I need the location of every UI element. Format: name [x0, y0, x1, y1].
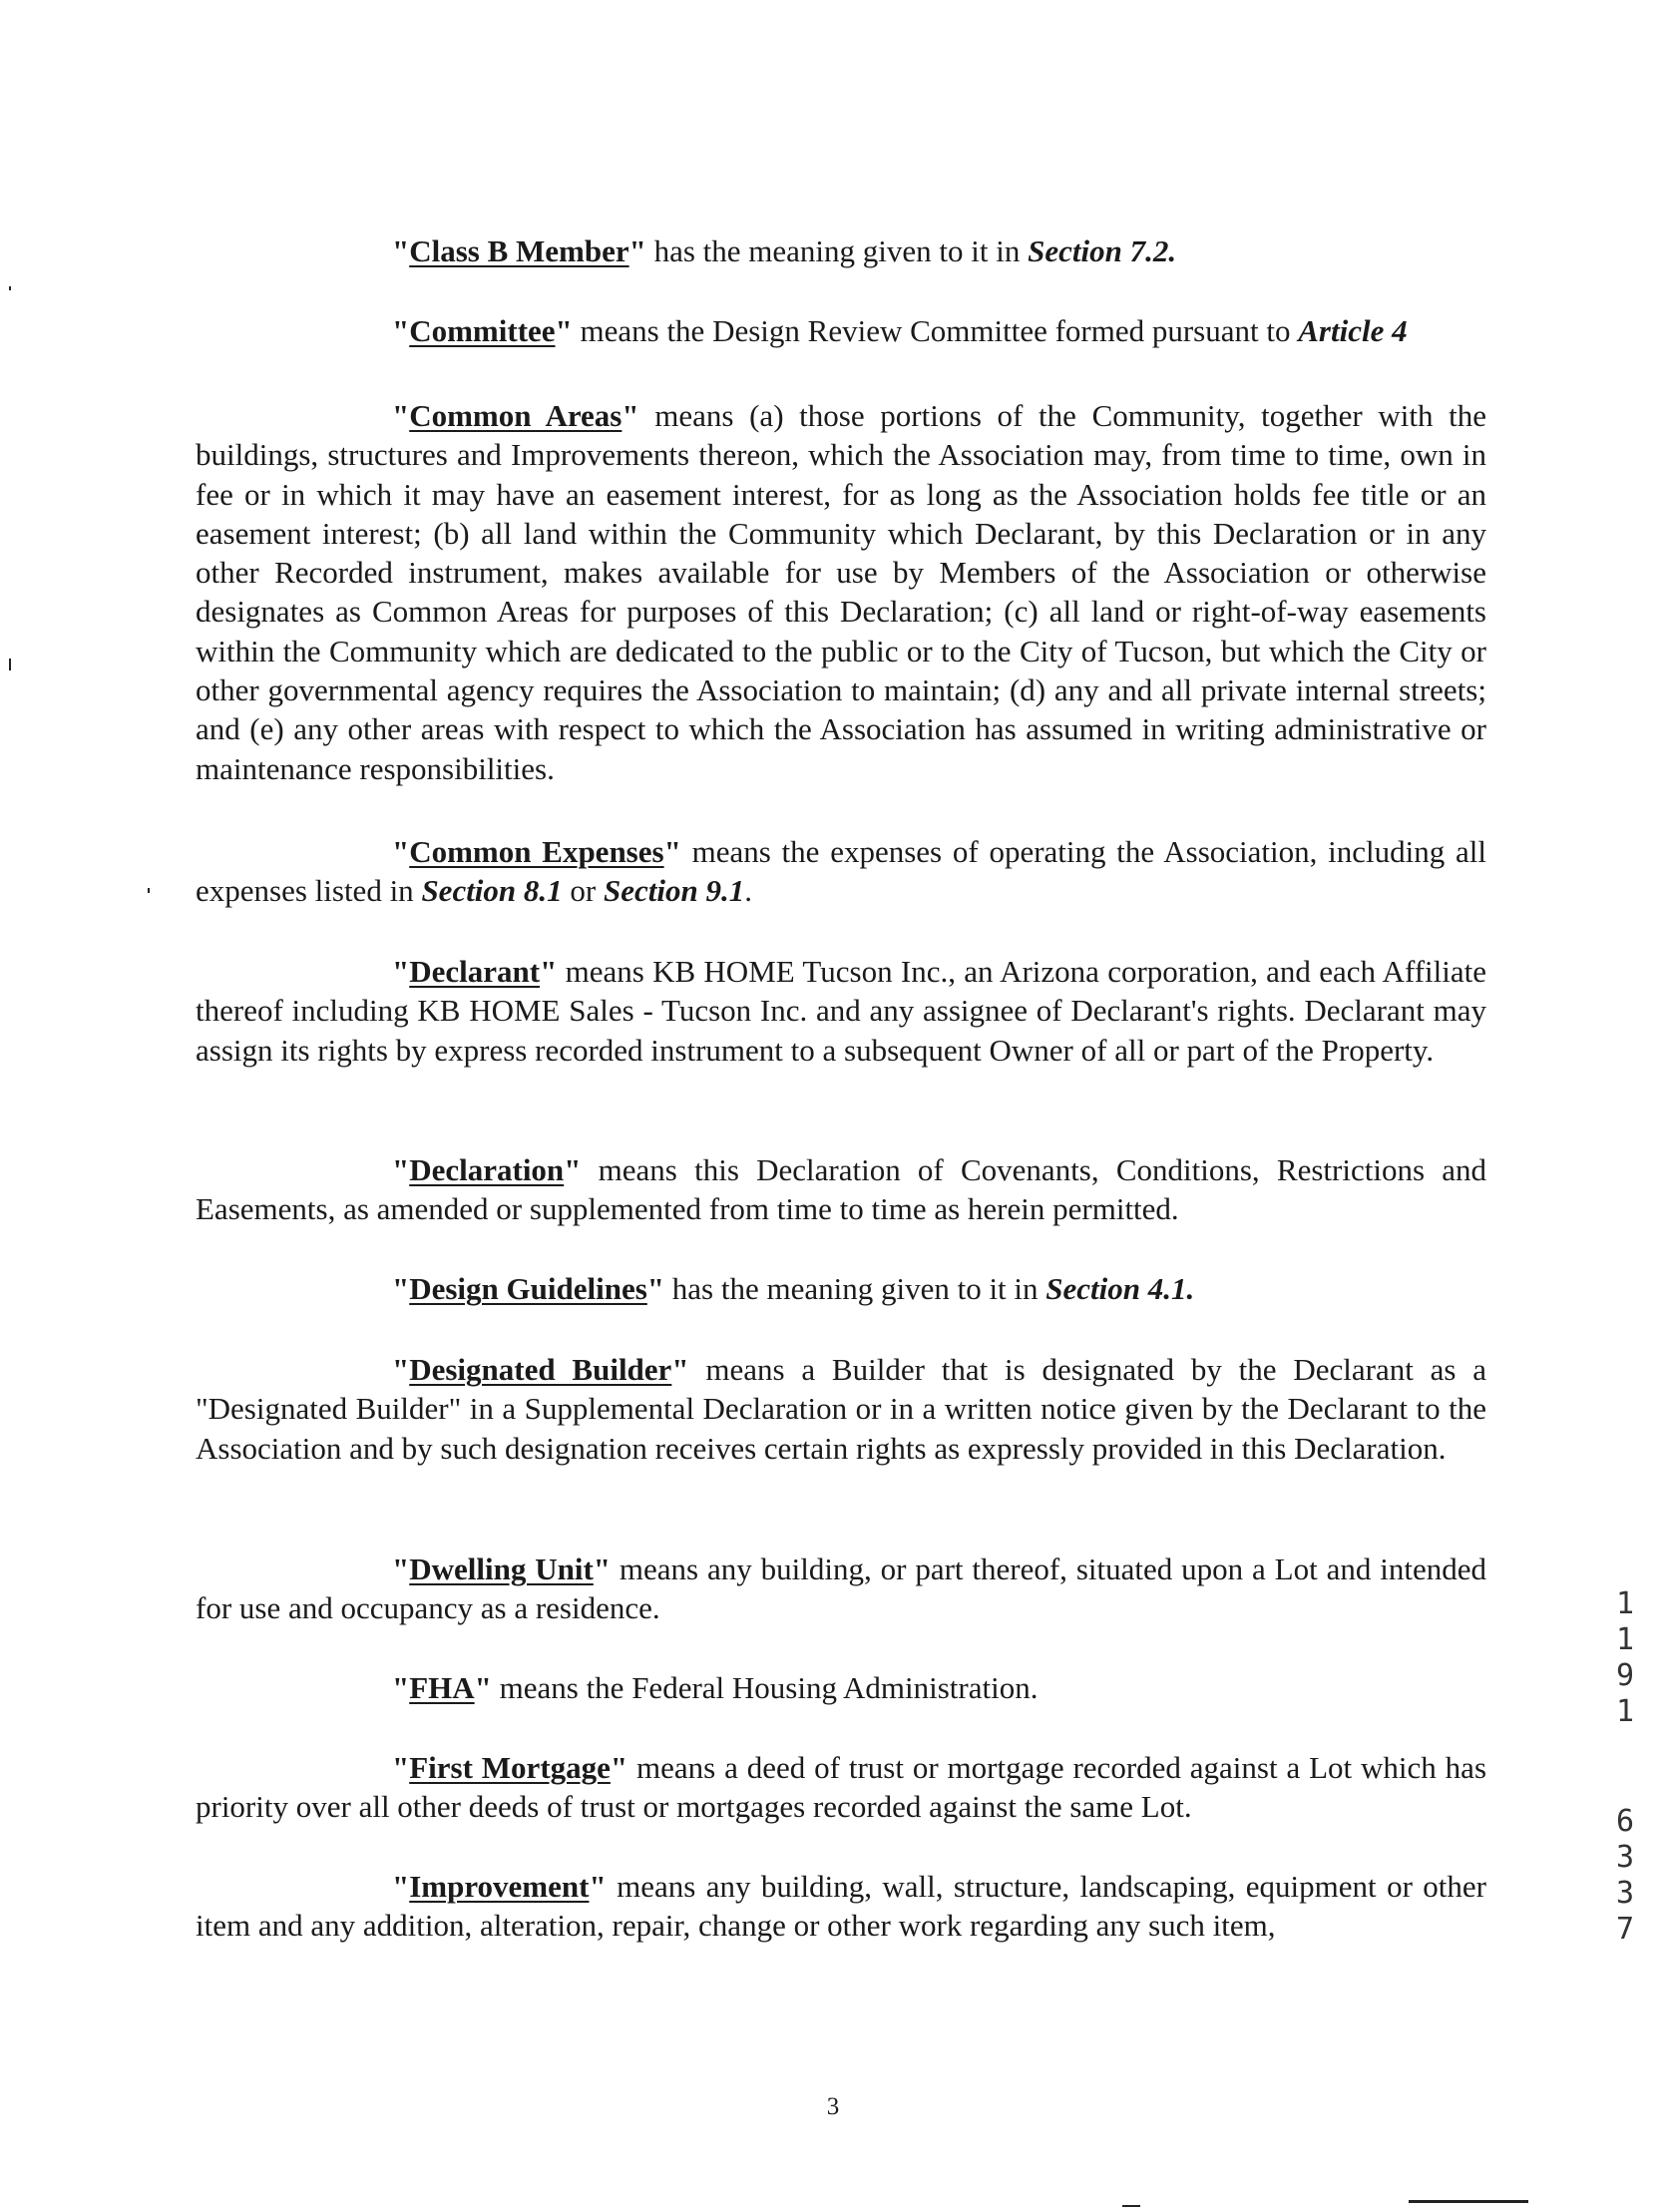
definition-fha: [196, 1668, 1486, 1707]
definition-text: means any building, or part thereof, situated upon a Lot and intended for use and occupancy as a residence.: [196, 1551, 1486, 1626]
definition-text: means this Declaration of Covenants, Conditions, Restrictions and Easements, as amended or supplemented from time to time as herein permitted.: [196, 1152, 1487, 1227]
definition-text: means (a) those portions of the Community, together with the buildings, structures and Improvements thereon, which the Association may, from time to time, own in fee or in which it may have an easement interest, for as long as the Association holds fee title or an easement interest; (b) all land within the Community which Declarant, by this Declaration or in any other Recorded instrument, makes available for use by Members of the Association or otherwise designates as Common Areas for purposes of this Declaration; (c) all land or right-of-way easements within the Community which are dedicated to the public or to the City of Tucson, but which the City or other governmental agency requires the Association to maintain; (d) any and all private internal streets; and (e) any other areas with respect to which the Association has assumed in writing administrative or maintenance responsibilities.: [196, 398, 1486, 786]
recording-stamp: 1 1 9 1 6 3 3 7: [1615, 1586, 1635, 1947]
scan-mark: [9, 286, 11, 290]
defined-term: "Class B Member": [392, 233, 646, 268]
defined-term: "Improvement": [392, 1869, 607, 1904]
definition-declarant: [196, 952, 1486, 1070]
definition-common-expenses: "Common Expenses" means the expenses of operating the Association, including all expenses listed in Section 8.1 or Section 9.1.: [196, 834, 1486, 909]
section-reference: Section 9.1: [604, 873, 745, 909]
definition-text: has the meaning given to it in: [653, 233, 1021, 268]
definition-text: has the meaning given to it in: [671, 1271, 1039, 1306]
defined-term: "Declaration": [392, 1152, 582, 1187]
scan-mark: [1122, 2205, 1140, 2207]
defined-term: "Committee": [392, 313, 573, 348]
defined-term: "Design Guidelines": [392, 1271, 665, 1306]
defined-term: "Designated Builder": [392, 1352, 689, 1387]
definition-common-areas: [196, 396, 1486, 788]
definition-declaration: [196, 1150, 1486, 1229]
definition-text: means any building, wall, structure, landscaping, equipment or other item and any addition, alteration, repair, change or other work regarding any such item,: [196, 1869, 1487, 1944]
scan-mark: [148, 888, 150, 893]
section-reference: Section 7.2: [1028, 233, 1169, 268]
definition-text: means KB HOME Tucson Inc., an Arizona corporation, and each Affiliate thereof including KB HOME Sales - Tucson Inc. and any assignee of Declarant's rights. Declarant may assign its rights by express recorded instrument to a subsequent Owner of all or part of the Property.: [196, 954, 1487, 1068]
definition-improvement: [196, 1867, 1486, 1946]
definition-text: means the expenses of operating the Association, including all expenses listed in: [196, 834, 1486, 909]
definition-committee: [196, 311, 1486, 350]
defined-term: "Dwelling Unit": [392, 1551, 612, 1586]
defined-term: "Declarant": [392, 954, 558, 989]
definition-class-b-member: "Class B Member" has the meaning given to it in Section 7.2.: [392, 233, 1177, 268]
definition-design-guidelines: "Design Guidelines" has the meaning given to it in Section 4.1.: [392, 1271, 1195, 1306]
definition-dwelling-unit: [196, 1549, 1486, 1628]
definition-text: means a deed of trust or mortgage recorded against a Lot which has priority over all other deeds of trust or mortgages recorded against the same Lot.: [196, 1750, 1487, 1825]
article-reference: Article 4: [1298, 313, 1408, 348]
section-reference: Section 4.1: [1045, 1271, 1187, 1306]
scan-mark: [9, 659, 11, 670]
defined-term: "Common Expenses": [392, 834, 681, 869]
section-reference: Section 8.1: [421, 873, 563, 909]
page-number: 3: [826, 2093, 840, 2120]
definition-text: means the Design Review Committee formed pursuant to: [580, 313, 1291, 348]
definition-designated-builder: [196, 1350, 1486, 1468]
defined-term: "First Mortgage": [392, 1750, 628, 1785]
definition-first-mortgage: [196, 1748, 1486, 1827]
definition-text: means a Builder that is designated by the Declarant as a "Designated Builder" in a Supplemental Declaration or in a written notice given by the Declarant to the Association and by such designation receives certain rights as expressly provided in this Declaration.: [196, 1352, 1487, 1466]
defined-term: "FHA": [392, 1670, 492, 1705]
definition-text: means the Federal Housing Administration.: [499, 1670, 1039, 1705]
scan-mark: [1409, 2200, 1528, 2203]
defined-term: "Common Areas": [392, 398, 639, 433]
